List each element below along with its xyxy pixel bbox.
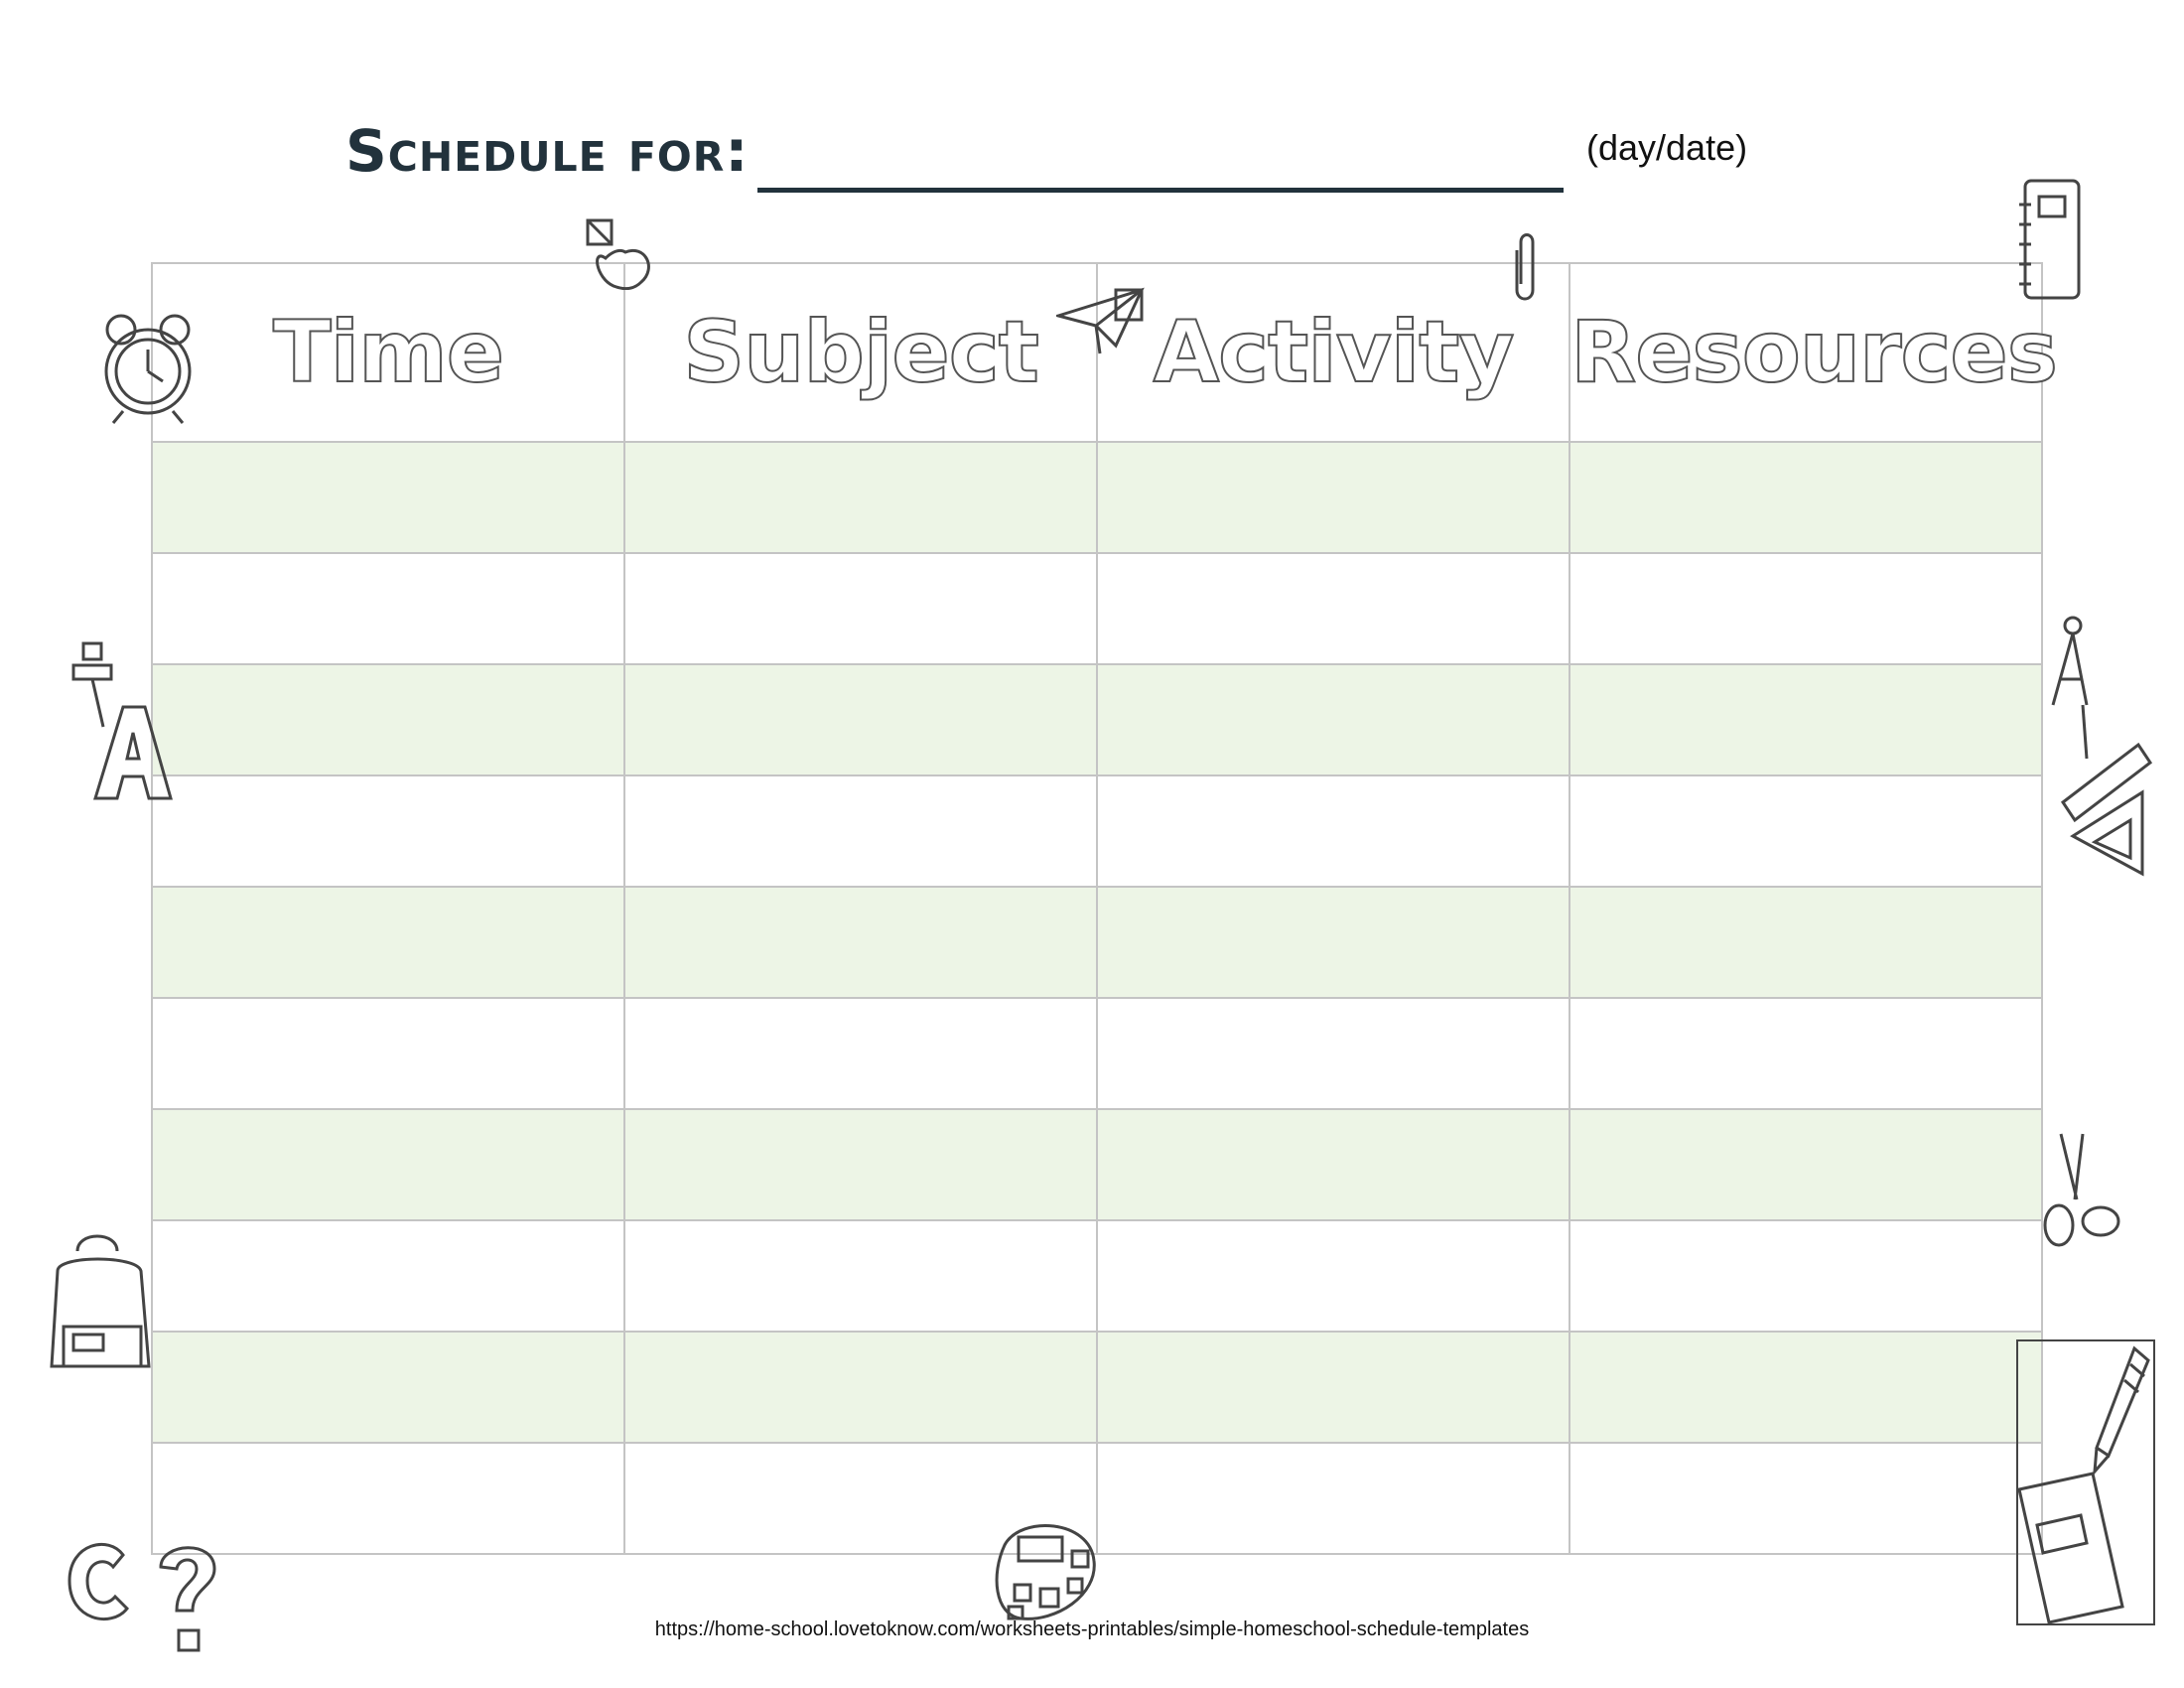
table-row [152,553,2042,664]
table-cell-activity[interactable] [1097,1443,1570,1554]
table-cell-resources[interactable] [1570,775,2042,887]
table-row [152,998,2042,1109]
table-cell-time[interactable] [152,553,624,664]
table-cell-resources[interactable] [1570,1443,2042,1554]
question-mark-icon [153,1539,222,1654]
source-url: https://home-school.lovetoknow.com/worksheets-printables/simple-homeschool-schedule-templates [654,1618,1530,1640]
table-row [152,1332,2042,1443]
paint-palette-icon [991,1515,1098,1624]
column-header-subject: Subject [624,263,1097,442]
table-cell-time[interactable] [152,1443,624,1554]
table-cell-time[interactable] [152,1220,624,1332]
table-cell-time[interactable] [152,998,624,1109]
table-cell-activity[interactable] [1097,775,1570,887]
table-cell-time[interactable] [152,1109,624,1220]
table-cell-subject[interactable] [624,1109,1097,1220]
pen-icon [2091,1342,2152,1476]
table-cell-activity[interactable] [1097,442,1570,553]
table-row [152,1109,2042,1220]
table-cell-subject[interactable] [624,775,1097,887]
table-cell-resources[interactable] [1570,1220,2042,1332]
table-cell-subject[interactable] [624,1220,1097,1332]
table-row [152,1220,2042,1332]
letter-c-icon [66,1535,135,1628]
table-cell-time[interactable] [152,1332,624,1443]
table-row [152,664,2042,775]
date-input-line[interactable] [757,188,1564,193]
column-header-time: Time [152,263,624,442]
ruler-icon [2059,737,2154,880]
table-row [152,775,2042,887]
table-cell-resources[interactable] [1570,553,2042,664]
table-cell-activity[interactable] [1097,1220,1570,1332]
column-header-resources: Resources [1570,263,2042,442]
table-cell-resources[interactable] [1570,1332,2042,1443]
table-cell-resources[interactable] [1570,442,2042,553]
table-cell-subject[interactable] [624,1332,1097,1443]
letter-a-icon [89,701,175,804]
table-cell-activity[interactable] [1097,1332,1570,1443]
apple-icon [586,218,655,290]
table-cell-resources[interactable] [1570,1109,2042,1220]
table-cell-time[interactable] [152,775,624,887]
column-header-activity: Activity [1097,263,1570,442]
table-cell-subject[interactable] [624,553,1097,664]
backpack-icon [38,1231,161,1380]
table-cell-time[interactable] [152,664,624,775]
scissors-icon [2037,1130,2120,1249]
paper-clip-icon [1509,230,1539,304]
alarm-clock-icon [83,300,212,429]
notebook-icon [2015,175,2085,304]
table-cell-activity[interactable] [1097,553,1570,664]
table-cell-subject[interactable] [624,442,1097,553]
paper-plane-icon [1056,286,1146,357]
table-cell-resources[interactable] [1570,887,2042,998]
book-icon [2015,1470,2126,1624]
table-cell-subject[interactable] [624,664,1097,775]
table-row [152,442,2042,553]
table-cell-subject[interactable] [624,887,1097,998]
page-title: Schedule for: [345,117,750,185]
table-cell-time[interactable] [152,442,624,553]
table-cell-activity[interactable] [1097,998,1570,1109]
table-cell-resources[interactable] [1570,998,2042,1109]
table-cell-activity[interactable] [1097,887,1570,998]
schedule-table-body [152,442,2042,1554]
table-row [152,887,2042,998]
schedule-table [151,262,2057,1555]
table-cell-subject[interactable] [624,998,1097,1109]
date-hint-label: (day/date) [1586,127,1748,168]
table-cell-time[interactable] [152,887,624,998]
table-cell-resources[interactable] [1570,664,2042,775]
table-cell-activity[interactable] [1097,1109,1570,1220]
table-cell-activity[interactable] [1097,664,1570,775]
